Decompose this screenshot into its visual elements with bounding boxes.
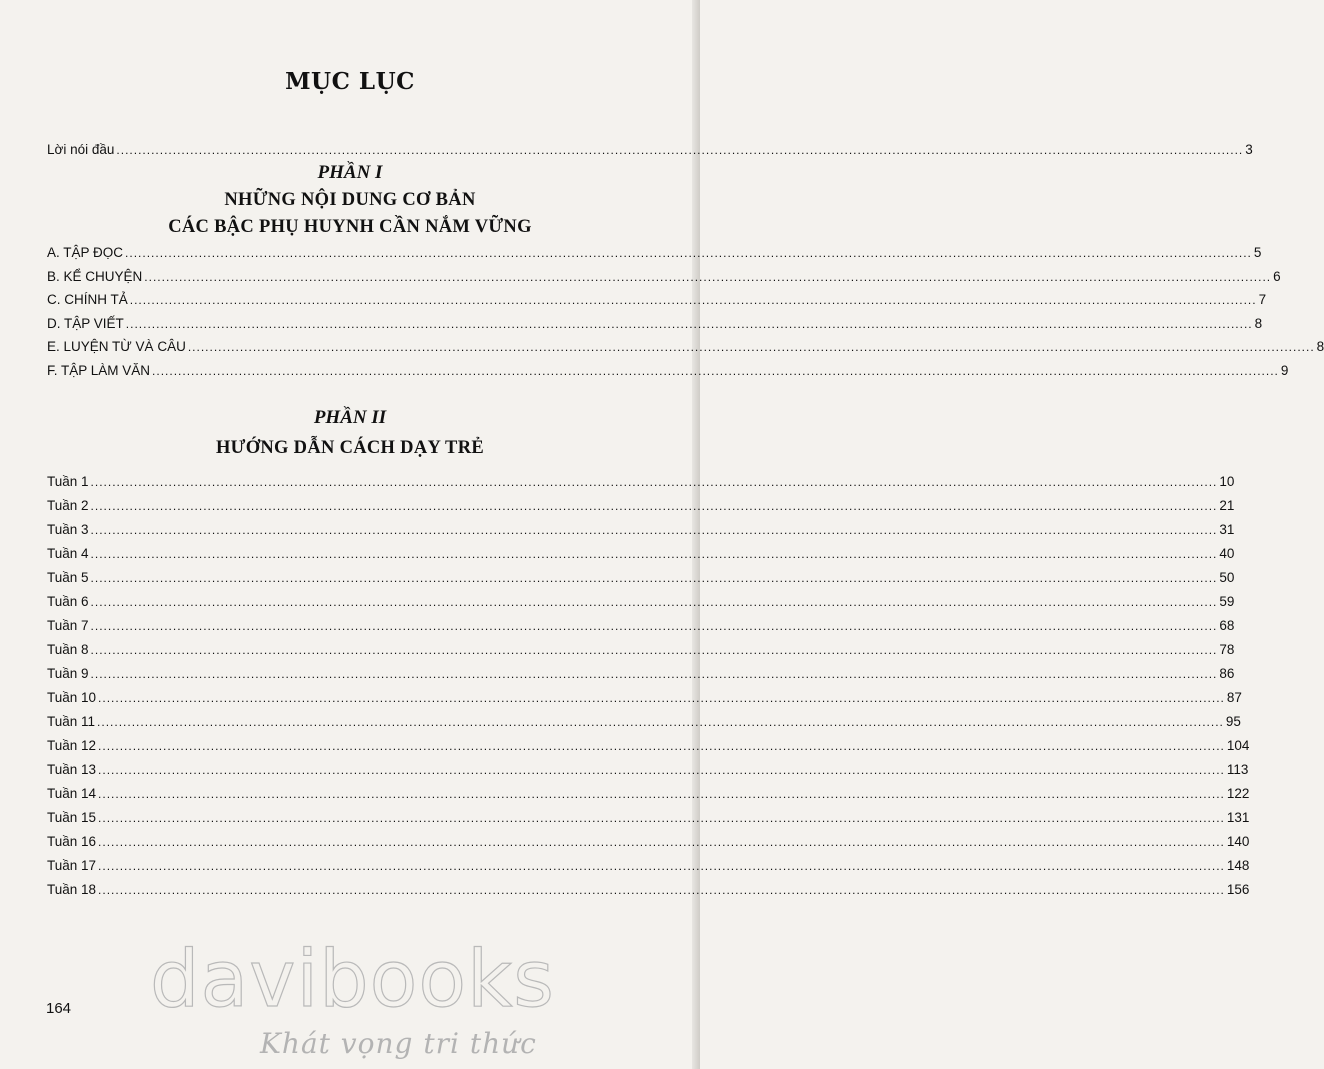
toc-entry-label: Tuần 17 — [47, 858, 97, 873]
toc-entry-label: Tuần 6 — [47, 594, 89, 609]
toc-entry-label: C. CHÍNH TẢ — [47, 292, 128, 308]
toc-entry-page: 7 — [1258, 292, 1267, 308]
toc-entry — [47, 363, 1289, 383]
toc-entry-label: Tuần 8 — [47, 642, 89, 657]
dot-leader: .................................................................................................................................................................................................................................................................... — [187, 340, 1315, 355]
dot-leader: .................................................................................................................................................................................................................................................................... — [98, 691, 1225, 705]
toc-entry-page: 59 — [1219, 594, 1235, 609]
toc-entry — [47, 245, 1262, 265]
toc-entry — [47, 714, 1241, 734]
toc-entry-preface — [47, 142, 1253, 162]
dot-leader: .................................................................................................................................................................................................................................................................... — [90, 475, 1218, 489]
toc-entry-label: D. TẬP VIẾT — [47, 315, 124, 331]
page-number: 164 — [46, 1000, 72, 1017]
dot-leader: .................................................................................................................................................................................................................................................................... — [98, 787, 1225, 801]
dot-leader: .................................................................................................................................................................................................................................................................... — [116, 143, 1244, 157]
toc-entry-label: Tuần 16 — [47, 834, 97, 849]
toc-entry-label: Tuần 12 — [47, 738, 97, 753]
toc-entry — [47, 268, 1281, 289]
dot-leader: .................................................................................................................................................................................................................................................................... — [90, 499, 1218, 513]
toc-entry-page: 31 — [1219, 522, 1235, 537]
dot-leader: .................................................................................................................................................................................................................................................................... — [90, 643, 1218, 657]
page-title: MỤC LỤC — [285, 68, 415, 95]
dot-leader: .................................................................................................................................................................................................................................................................... — [90, 523, 1218, 537]
toc-entry-label: Tuần 4 — [47, 546, 89, 561]
toc-entry-page: 5 — [1253, 245, 1262, 260]
dot-leader: .................................................................................................................................................................................................................................................................... — [144, 269, 1272, 284]
dot-leader: .................................................................................................................................................................................................................................................................... — [98, 811, 1225, 825]
toc-entry — [47, 810, 1250, 830]
toc-entry-page: 8 — [1316, 339, 1324, 355]
toc-entry-label: Tuần 2 — [47, 498, 89, 513]
toc-entry — [47, 834, 1250, 854]
toc-entry-page: 95 — [1225, 714, 1241, 729]
toc-entry-page: 10 — [1219, 474, 1235, 489]
toc-entry-page: 140 — [1226, 834, 1250, 849]
toc-entry-label: A. TẬP ĐỌC — [47, 245, 124, 260]
toc-entry — [47, 292, 1267, 312]
toc-entry — [47, 546, 1235, 566]
dot-leader: .................................................................................................................................................................................................................................................................... — [98, 739, 1225, 753]
toc-entry — [47, 315, 1263, 336]
toc-entry-page: 68 — [1219, 618, 1235, 633]
toc-entry — [47, 498, 1235, 518]
toc-entry-label: Tuần 11 — [47, 714, 96, 729]
toc-entry — [47, 642, 1235, 662]
toc-entry-page: 40 — [1219, 546, 1235, 561]
toc-entry-label: F. TẬP LÀM VĂN — [47, 363, 151, 378]
toc-entry-page: 87 — [1226, 690, 1242, 705]
toc-entry-label: Tuần 14 — [47, 786, 97, 801]
toc-entry — [47, 594, 1235, 614]
toc-entry-page: 86 — [1219, 666, 1235, 681]
watermark-tagline: Khát vọng tri thức — [260, 1027, 537, 1060]
toc-entry-label: Tuần 5 — [47, 570, 89, 585]
toc-entry — [47, 882, 1250, 902]
part2-heading: PHẦN II — [313, 407, 387, 428]
toc-entry-label: Tuần 3 — [47, 522, 89, 537]
dot-leader: .................................................................................................................................................................................................................................................................... — [125, 316, 1253, 331]
toc-entry — [47, 618, 1235, 638]
part1-heading: PHẦN I — [317, 162, 383, 183]
dot-leader: .................................................................................................................................................................................................................................................................... — [98, 763, 1225, 777]
toc-entry — [47, 522, 1235, 542]
toc-entry-page: 21 — [1219, 498, 1235, 513]
toc-entry-page: 78 — [1219, 642, 1235, 657]
dot-leader: .................................................................................................................................................................................................................................................................... — [97, 715, 1224, 729]
dot-leader: .................................................................................................................................................................................................................................................................... — [152, 364, 1279, 378]
toc-entry-label: Tuần 1 — [47, 474, 89, 489]
toc-entry-label: Tuần 10 — [47, 690, 97, 705]
toc-entry — [47, 786, 1250, 806]
toc-entry-label: B. KỂ CHUYỆN — [47, 268, 143, 284]
dot-leader: .................................................................................................................................................................................................................................................................... — [98, 859, 1225, 873]
toc-entry-page: 148 — [1226, 858, 1250, 873]
dot-leader: .................................................................................................................................................................................................................................................................... — [98, 835, 1225, 849]
toc-entry-page: 156 — [1226, 882, 1250, 897]
toc-entry-page: 122 — [1226, 786, 1250, 801]
toc-entry-page: 3 — [1245, 142, 1253, 157]
part1-title-line2: CÁC BẬC PHỤ HUYNH CẦN NẮM VỮNG — [168, 217, 532, 237]
toc-entry — [47, 690, 1242, 710]
dot-leader: .................................................................................................................................................................................................................................................................... — [98, 883, 1225, 897]
toc-entry — [47, 762, 1249, 782]
toc-entry-page: 8 — [1254, 315, 1263, 331]
part2-title: HƯỚNG DẪN CÁCH DẠY TRẺ — [215, 438, 484, 458]
toc-entry-page: 131 — [1226, 810, 1250, 825]
dot-leader: .................................................................................................................................................................................................................................................................... — [90, 667, 1218, 681]
dot-leader: .................................................................................................................................................................................................................................................................... — [90, 571, 1218, 585]
watermark-logo: davibooks — [150, 935, 555, 1025]
toc-entry-label: Tuần 7 — [47, 618, 89, 633]
toc-entry — [47, 474, 1235, 494]
dot-leader: .................................................................................................................................................................................................................................................................... — [125, 246, 1252, 260]
toc-entry — [47, 339, 1324, 359]
toc-entry-page: 6 — [1273, 268, 1281, 284]
toc-entry — [47, 666, 1235, 686]
dot-leader: .................................................................................................................................................................................................................................................................... — [129, 293, 1257, 308]
toc-entry-page: 50 — [1219, 570, 1235, 585]
toc-entry-label: Tuần 9 — [47, 666, 89, 681]
dot-leader: .................................................................................................................................................................................................................................................................... — [90, 595, 1218, 609]
dot-leader: .................................................................................................................................................................................................................................................................... — [90, 547, 1218, 561]
toc-entry-label: Tuần 18 — [47, 882, 97, 897]
toc-entry-label: Tuần 13 — [47, 762, 97, 777]
toc-entry-label: E. LUYỆN TỪ VÀ CÂU — [47, 339, 186, 355]
dot-leader: .................................................................................................................................................................................................................................................................... — [90, 619, 1218, 633]
toc-entry — [47, 570, 1235, 590]
toc-entry — [47, 858, 1250, 878]
toc-entry-label: Lời nói đầu — [47, 142, 115, 157]
toc-entry-page: 9 — [1280, 363, 1289, 378]
toc-entry-page: 104 — [1226, 738, 1250, 753]
toc-entry-page: 113 — [1226, 762, 1249, 777]
part1-title-line1: NHỮNG NỘI DUNG CƠ BẢN — [224, 190, 476, 210]
toc-entry — [47, 738, 1250, 758]
toc-entry-label: Tuần 15 — [47, 810, 97, 825]
